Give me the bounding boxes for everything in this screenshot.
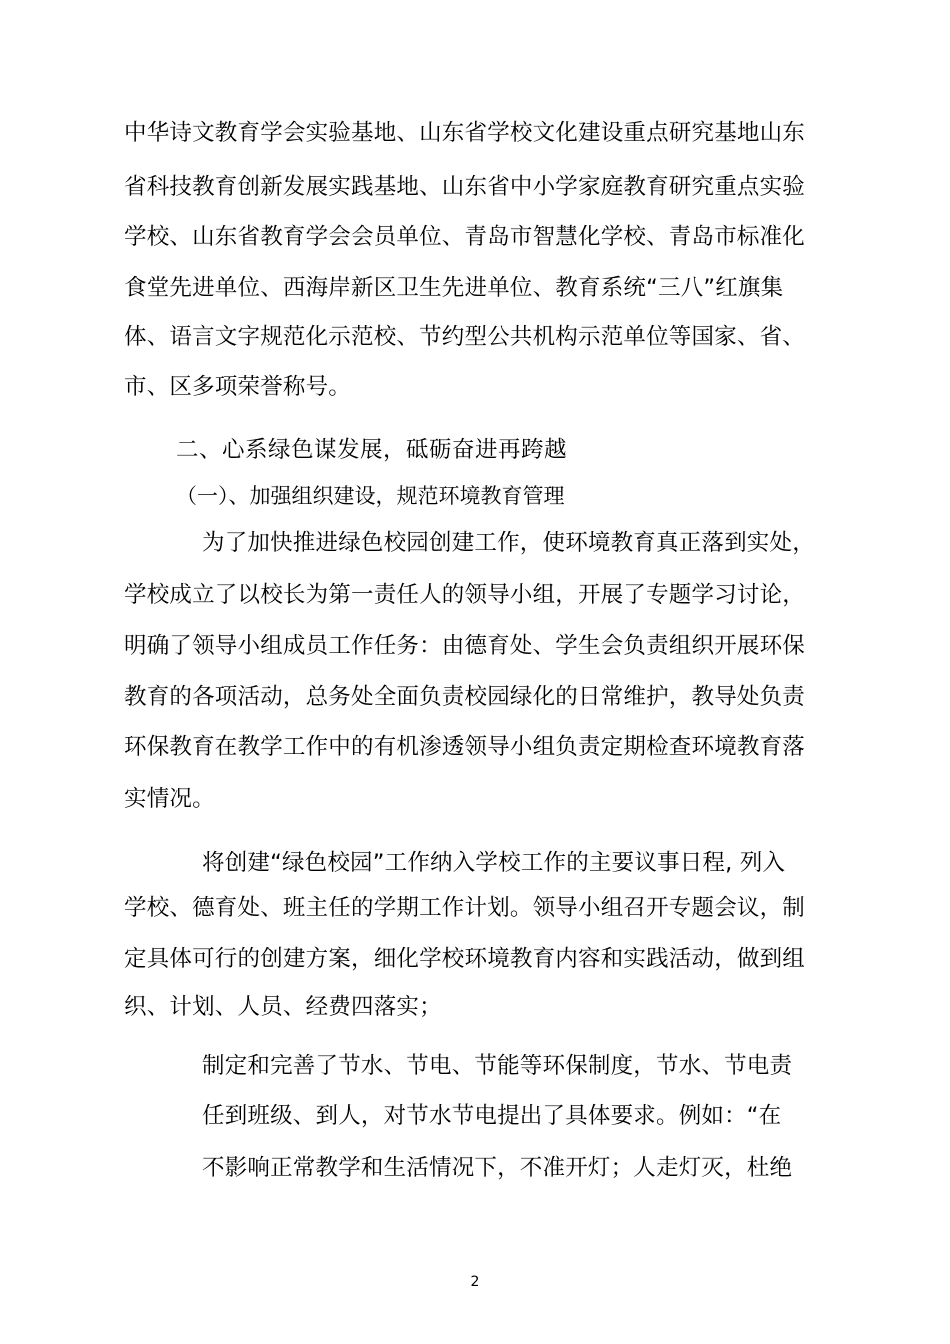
paragraph-line: 不影响正常教学和生活情况下，不准开灯；人走灯灭，杜绝 (202, 1155, 793, 1181)
paragraph-line: 学校成立了以校长为第一责任人的领导小组，开展了专题学习讨论， (124, 582, 806, 608)
paragraph-line: 定具体可行的创建方案，细化学校环境教育内容和实践活动，做到组 (124, 946, 806, 972)
page-number: 2 (470, 1274, 480, 1290)
paragraph-line: 织、计划、人员、经费四落实； (124, 994, 442, 1020)
paragraph-line: 省科技教育创新发展实践基地、山东省中小学家庭教育研究重点实验 (124, 174, 806, 200)
subsection-heading: （一）、加强组织建设，规范环境教育管理 (176, 484, 565, 508)
paragraph-line: 为了加快推进绿色校园创建工作，使环境教育真正落到实处， (202, 530, 815, 556)
paragraph-line: 教育的各项活动，总务处全面负责校园绿化的日常维护，教导处负责 (124, 684, 806, 710)
paragraph-line: 明确了领导小组成员工作任务：由德育处、学生会负责组织开展环保 (124, 633, 806, 659)
paragraph-line: 实情况。 (124, 786, 215, 812)
paragraph-line: 环保教育在教学工作中的有机渗透领导小组负责定期检查环境教育落 (124, 734, 806, 760)
paragraph-line: 制定和完善了节水、节电、节能等环保制度，节水、节电责 (202, 1053, 793, 1079)
paragraph-line: 中华诗文教育学会实验基地、山东省学校文化建设重点研究基地山东 (124, 120, 806, 146)
paragraph-line: 将创建“绿色校园”工作纳入学校工作的主要议事日程, 列入 (202, 850, 786, 876)
paragraph-line: 食堂先进单位、西海岸新区卫生先进单位、教育系统“三八”红旗集 (124, 275, 784, 301)
paragraph-line: 学校、山东省教育学会会员单位、青岛市智慧化学校、青岛市标准化 (124, 224, 806, 250)
section-heading: 二、心系绿色谋发展，砥砺奋进再跨越 (176, 437, 568, 463)
paragraph-line: 任到班级、到人，对节水节电提出了具体要求。例如：“在 (202, 1103, 782, 1129)
paragraph-line: 学校、德育处、班主任的学期工作计划。领导小组召开专题会议，制 (124, 895, 806, 921)
paragraph-line: 体、语言文字规范化示范校、节约型公共机构示范单位等国家、省、 (124, 324, 806, 350)
paragraph-line: 市、区多项荣誉称号。 (124, 374, 352, 400)
